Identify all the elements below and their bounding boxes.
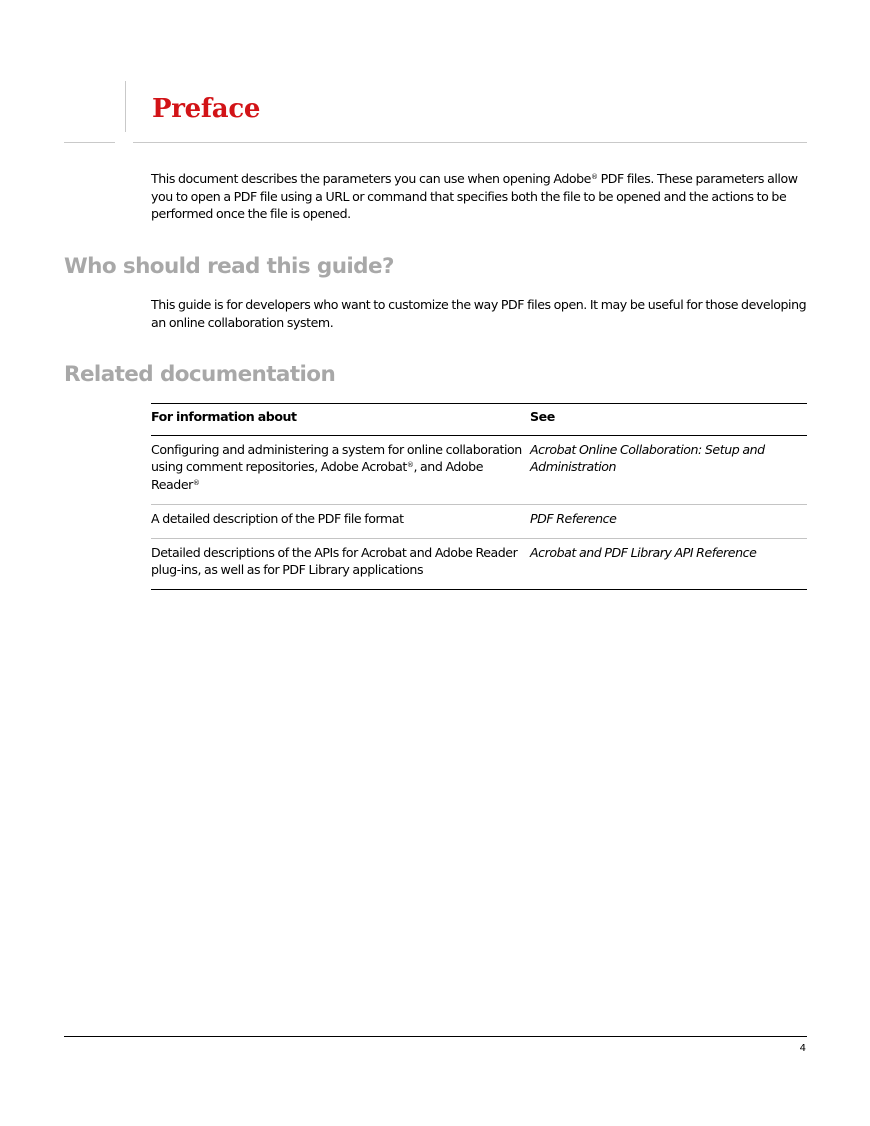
audience-paragraph: This guide is for developers who want to customize the way PDF files open. It may be useful for those developing an online collaboration system. <box>151 297 807 330</box>
table-row <box>151 504 807 538</box>
topic-cell: Configuring and administering a system for online collaboration using comment repositories, Adobe Acrobat®, and Adobe Reader® <box>151 441 522 493</box>
title-rule-left <box>64 142 115 143</box>
reference-cell: Acrobat Online Collaboration: Setup and Administration <box>530 441 765 475</box>
title-rule <box>133 142 807 143</box>
footer-rule <box>64 1036 807 1037</box>
section-heading-related-documentation: Related documentation <box>64 362 336 387</box>
table-row <box>151 435 807 504</box>
reference-cell: Acrobat and PDF Library API Reference <box>530 544 757 560</box>
column-header-topic: For information about <box>151 409 297 424</box>
section-heading-who-should-read: Who should read this guide? <box>64 254 394 279</box>
registered-mark: ® <box>591 173 598 181</box>
intro-paragraph: This document describes the parameters you can use when opening Adobe® PDF files. These parameters allow you to open a PDF file using a URL or command that specifies both the file to be opened and the actions to be performed once the file is opened. <box>151 171 798 222</box>
page-number: 4 <box>799 1043 806 1054</box>
table-row <box>151 538 807 589</box>
topic-cell: A detailed description of the PDF file format <box>151 510 404 526</box>
topic-cell: Detailed descriptions of the APIs for Acrobat and Adobe Reader plug-ins, as well as for PDF Library applications <box>151 544 518 578</box>
title-vertical-rule <box>125 81 126 132</box>
page-title: Preface <box>152 94 261 124</box>
column-header-see: See <box>530 409 555 424</box>
reference-cell: PDF Reference <box>530 510 617 526</box>
related-documentation-table <box>151 403 807 590</box>
table-header-row <box>151 404 807 436</box>
